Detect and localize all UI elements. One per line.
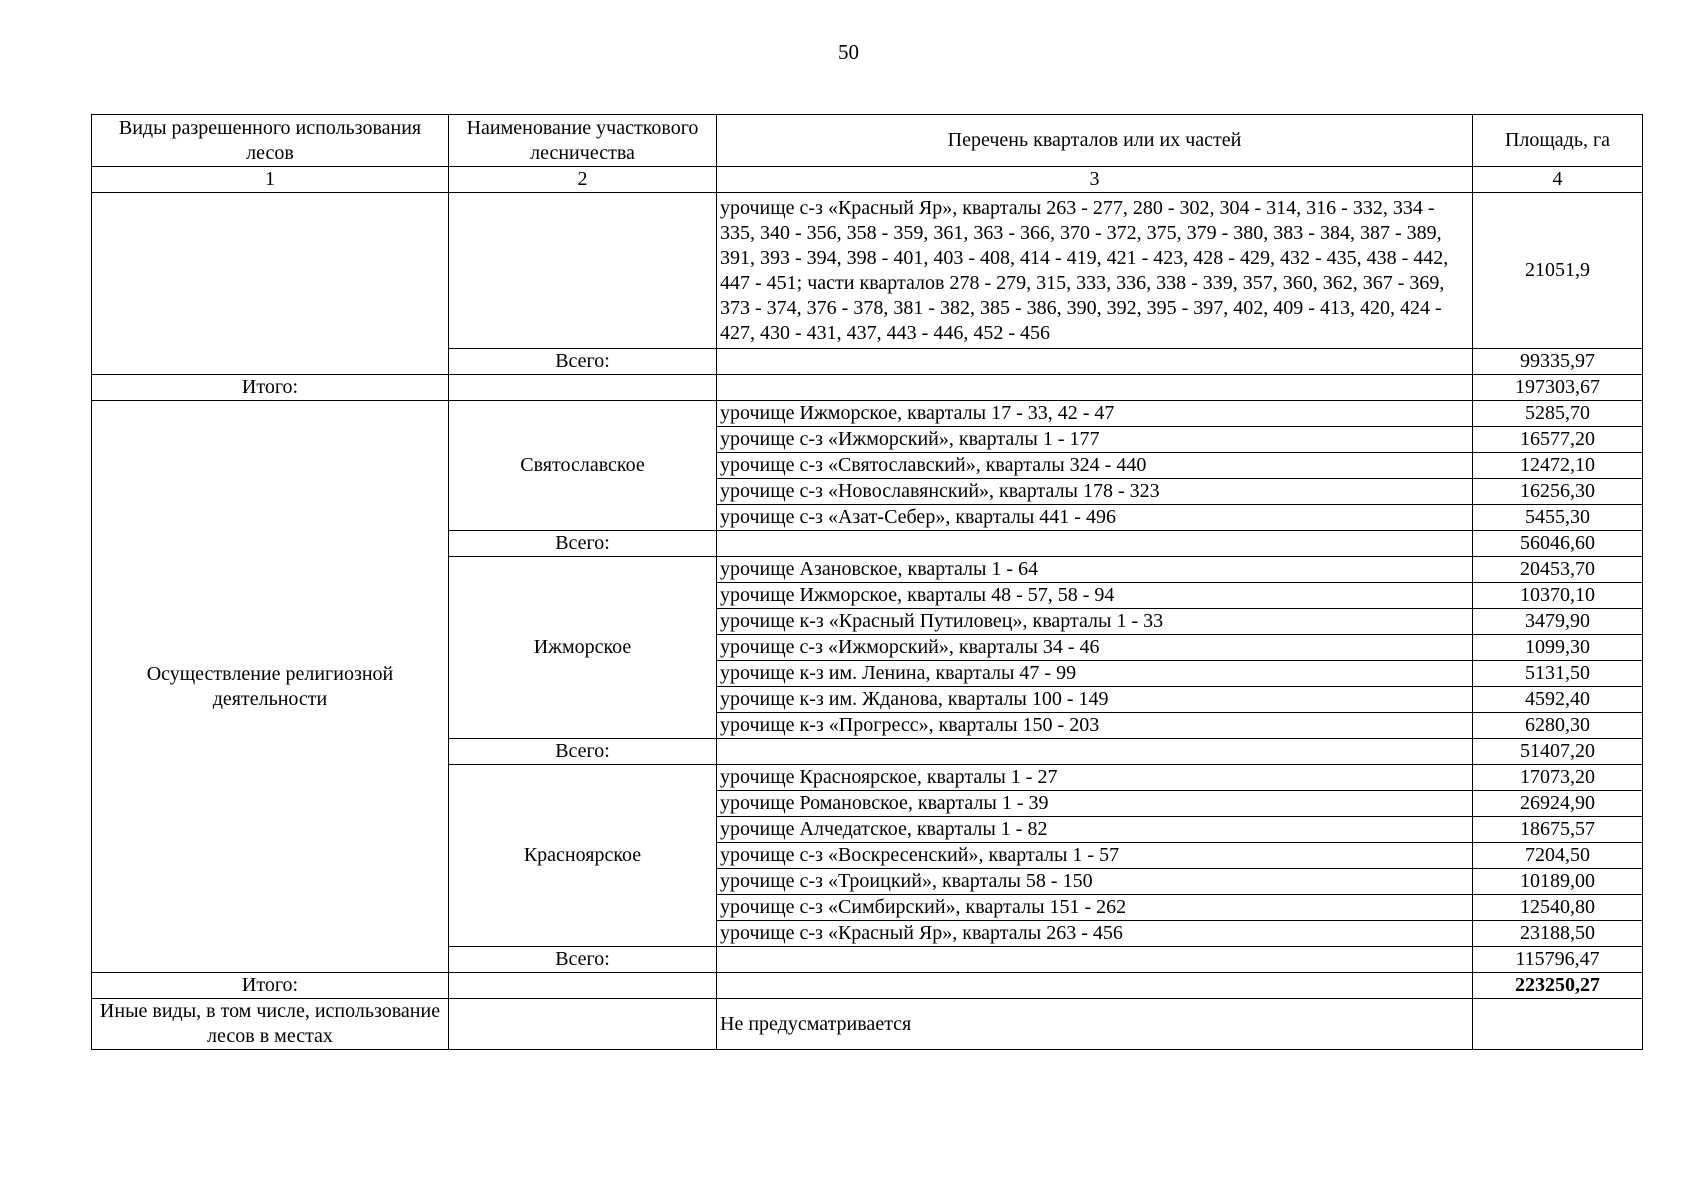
area-cell: 1099,30 [1473, 635, 1643, 661]
area-cell: 3479,90 [1473, 609, 1643, 635]
quarters-cell: урочище с-з «Красный Яр», кварталы 263 - 277, 280 - 302, 304 - 314, 316 - 332, 334 - 335, 340 - 356, 358 - 359, 361, 363 - 366, 370 - 372, 375, 379 - 380, 383 - 384, 387 - 389, 391, 393 - 394, 398 - 401, 403 - 408, 414 - 419, 421 - 423, 428 - 429, 432 - 435, 438 - 442, 447 - 451; части кварталов 278 - 279, 315, 333, 336, 338 - 339, 357, 360, 362, 367 - 369, 373 - 374, 376 - 378, 381 - 382, 385 - 386, 390, 392, 395 - 397, 402, 409 - 413, 420, 424 - 427, 430 - 431, 437, 443 - 446, 452 - 456 [717, 193, 1473, 349]
quarters-cell: урочище Ижморское, кварталы 48 - 57, 58 - 94 [717, 583, 1473, 609]
district-name: Святославское [449, 401, 717, 531]
subtotal-value: 99335,97 [1473, 349, 1643, 375]
total-row [92, 973, 1643, 999]
quarters-cell: урочище к-з «Красный Путиловец», кварталы 1 - 33 [717, 609, 1473, 635]
use-type-cell [92, 193, 449, 375]
use-type-cell: Иные виды, в том числе, использование лесов в местах [92, 999, 449, 1050]
quarters-cell: урочище к-з им. Ленина, кварталы 47 - 99 [717, 661, 1473, 687]
quarters-cell: урочище Романовское, кварталы 1 - 39 [717, 791, 1473, 817]
subtotal-value: 51407,20 [1473, 739, 1643, 765]
total-value: 223250,27 [1473, 973, 1643, 999]
area-cell [1473, 999, 1643, 1050]
table-row [92, 999, 1643, 1050]
area-cell: 6280,30 [1473, 713, 1643, 739]
area-cell: 5131,50 [1473, 661, 1643, 687]
header-area: Площадь, га [1473, 115, 1643, 167]
district-cell [449, 973, 717, 999]
total-label: Итого: [92, 973, 449, 999]
area-cell: 4592,40 [1473, 687, 1643, 713]
table-row [92, 401, 1643, 427]
area-cell: 21051,9 [1473, 193, 1643, 349]
use-type-cell: Осуществление религиозной деятельности [92, 401, 449, 973]
header-district: Наименование участкового лесничества [449, 115, 717, 167]
quarters-cell: урочище с-з «Ижморский», кварталы 1 - 177 [717, 427, 1473, 453]
subtotal-value: 115796,47 [1473, 947, 1643, 973]
header-use-type: Виды разрешенного использования лесов [92, 115, 449, 167]
total-row [92, 375, 1643, 401]
quarters-cell: урочище с-з «Азат-Себер», кварталы 441 - 496 [717, 505, 1473, 531]
quarters-cell: урочище с-з «Новославянский», кварталы 178 - 323 [717, 479, 1473, 505]
column-number: 3 [717, 167, 1473, 193]
quarters-cell: урочище Азановское, кварталы 1 - 64 [717, 557, 1473, 583]
column-number-row [92, 167, 1643, 193]
district-cell [449, 999, 717, 1050]
area-cell: 26924,90 [1473, 791, 1643, 817]
quarters-cell [717, 531, 1473, 557]
area-cell: 10189,00 [1473, 869, 1643, 895]
quarters-cell [717, 973, 1473, 999]
area-cell: 17073,20 [1473, 765, 1643, 791]
area-cell: 5455,30 [1473, 505, 1643, 531]
quarters-cell: урочище с-з «Троицкий», кварталы 58 - 150 [717, 869, 1473, 895]
area-cell: 10370,10 [1473, 583, 1643, 609]
header-row [92, 115, 1643, 167]
quarters-cell: урочище с-з «Красный Яр», кварталы 263 - 456 [717, 921, 1473, 947]
area-cell: 16577,20 [1473, 427, 1643, 453]
quarters-cell: урочище с-з «Симбирский», кварталы 151 - 262 [717, 895, 1473, 921]
area-cell: 7204,50 [1473, 843, 1643, 869]
quarters-cell [717, 947, 1473, 973]
subtotal-label: Всего: [449, 739, 717, 765]
total-label: Итого: [92, 375, 449, 401]
quarters-cell: Не предусматривается [717, 999, 1473, 1050]
area-cell: 12540,80 [1473, 895, 1643, 921]
column-number: 4 [1473, 167, 1643, 193]
district-cell [449, 375, 717, 401]
subtotal-label: Всего: [449, 947, 717, 973]
quarters-cell: урочище Красноярское, кварталы 1 - 27 [717, 765, 1473, 791]
quarters-cell: урочище с-з «Воскресенский», кварталы 1 - 57 [717, 843, 1473, 869]
quarters-cell: урочище Алчедатское, кварталы 1 - 82 [717, 817, 1473, 843]
area-cell: 16256,30 [1473, 479, 1643, 505]
area-cell: 20453,70 [1473, 557, 1643, 583]
area-cell: 18675,57 [1473, 817, 1643, 843]
area-cell: 12472,10 [1473, 453, 1643, 479]
quarters-cell [717, 375, 1473, 401]
district-cell [449, 193, 717, 349]
area-cell: 5285,70 [1473, 401, 1643, 427]
quarters-cell [717, 349, 1473, 375]
forest-use-table [91, 114, 1643, 1050]
subtotal-value: 56046,60 [1473, 531, 1643, 557]
quarters-cell: урочище Ижморское, кварталы 17 - 33, 42 - 47 [717, 401, 1473, 427]
area-cell: 23188,50 [1473, 921, 1643, 947]
header-quarters: Перечень кварталов или их частей [717, 115, 1473, 167]
quarters-cell: урочище с-з «Святославский», кварталы 324 - 440 [717, 453, 1473, 479]
district-name: Ижморское [449, 557, 717, 739]
district-name: Красноярское [449, 765, 717, 947]
page-number: 50 [838, 40, 859, 64]
quarters-cell: урочище с-з «Ижморский», кварталы 34 - 46 [717, 635, 1473, 661]
religious-section [92, 401, 1643, 999]
subtotal-label: Всего: [449, 349, 717, 375]
total-value: 197303,67 [1473, 375, 1643, 401]
quarters-cell: урочище к-з «Прогресс», кварталы 150 - 203 [717, 713, 1473, 739]
column-number: 2 [449, 167, 717, 193]
subtotal-label: Всего: [449, 531, 717, 557]
quarters-cell: урочище к-з им. Жданова, кварталы 100 - 149 [717, 687, 1473, 713]
table-row [92, 193, 1643, 349]
column-number: 1 [92, 167, 449, 193]
quarters-cell [717, 739, 1473, 765]
